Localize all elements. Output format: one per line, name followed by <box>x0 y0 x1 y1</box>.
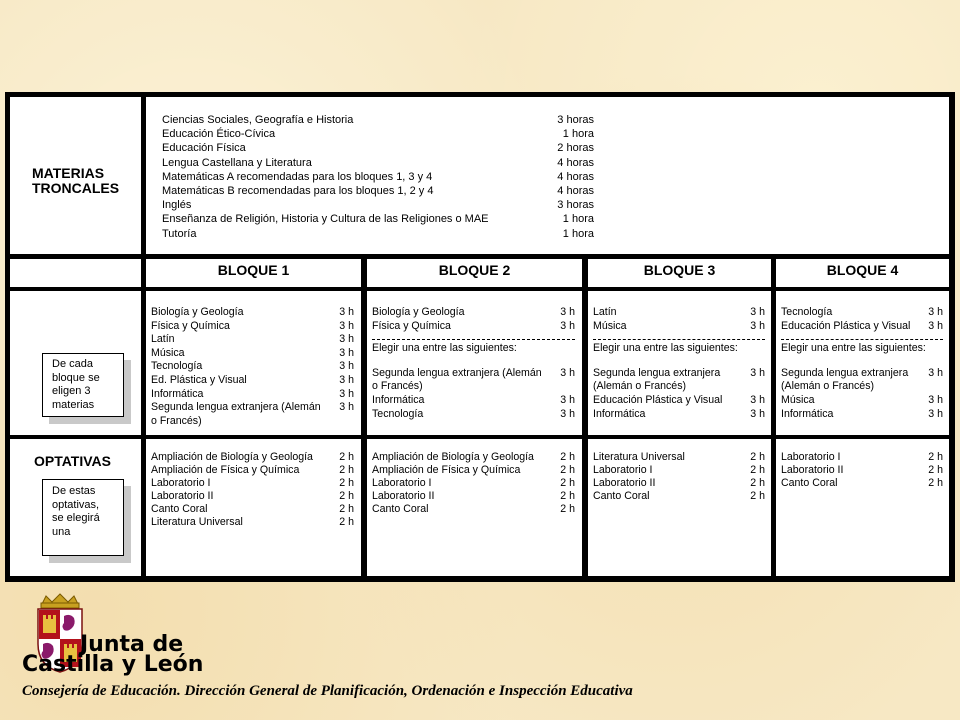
subject-name: Física y Química <box>151 319 230 332</box>
brand-line2: Castilla y León <box>22 652 204 677</box>
list-item <box>593 306 765 320</box>
optativas-note-line3: se elegirá <box>52 512 100 524</box>
subject-name: Educación Plástica y Visual <box>593 393 723 406</box>
list-item <box>151 374 354 388</box>
bloques-note-line3: eligen 3 <box>52 385 91 397</box>
subject-hours: 4 horas <box>557 156 594 169</box>
subject-hours: 2 h <box>928 477 943 489</box>
subject-hours: 3 h <box>560 319 575 332</box>
list-item <box>151 503 354 516</box>
subject-hours: 3 h <box>928 407 943 420</box>
subject-hours: 3 horas <box>557 199 594 212</box>
subject-name: Canto Coral <box>372 503 429 515</box>
subject-hours: 2 h <box>928 464 943 476</box>
list-item <box>372 464 575 477</box>
choose-label: Elegir una entre las siguientes: <box>781 342 926 355</box>
list-item <box>781 320 943 334</box>
bloque-3-content <box>593 306 765 421</box>
troncales-list-cell <box>146 97 949 254</box>
subject-name: Informática <box>781 407 834 420</box>
subject-hours: 1 hora <box>562 128 594 141</box>
choose-label: Elegir una entre las siguientes: <box>372 342 517 355</box>
list-item <box>372 320 575 334</box>
brand-line1: Junta de <box>80 632 184 657</box>
subject-name: Ampliación de Física y Química <box>372 464 521 476</box>
optativas-label: OPTATIVAS <box>34 453 111 469</box>
subject-hours: 3 h <box>560 306 575 318</box>
curriculum-table <box>5 92 955 582</box>
list-item <box>162 141 594 155</box>
list-item <box>372 503 575 516</box>
list-item <box>151 451 354 464</box>
subject-hours: 3 h <box>339 319 354 332</box>
subject-name: Biología y Geología <box>151 306 244 318</box>
optativas-bloque-4-cell <box>776 439 949 576</box>
list-item <box>162 113 594 127</box>
subject-name: Tecnología <box>151 360 203 373</box>
optativas-note-line4: una <box>52 525 71 538</box>
subject-hours <box>939 380 943 394</box>
list-item <box>781 408 943 422</box>
troncales-label <box>32 166 119 196</box>
subject-hours: 3 h <box>750 366 765 379</box>
subject-name: Informática <box>372 393 425 406</box>
subject-name: Ed. Plástica y Visual <box>151 373 247 386</box>
subject-name: Canto Coral <box>151 503 208 515</box>
subject-hours: 3 h <box>928 393 943 406</box>
subject-hours: 3 h <box>750 306 765 318</box>
subject-name: Informática <box>151 387 204 400</box>
bloque-1-list <box>151 306 354 428</box>
subject-name: Inglés <box>162 199 192 212</box>
optativas-bloque-2-list <box>372 451 575 516</box>
subject-name: (Alemán o Francés) <box>781 380 875 393</box>
troncales-label-cell <box>10 97 141 254</box>
subject-hours <box>571 380 575 394</box>
divider <box>372 339 575 340</box>
subject-hours: 2 h <box>560 477 575 489</box>
subject-hours: 3 h <box>339 333 354 346</box>
subject-name: Canto Coral <box>593 490 650 502</box>
optativas-bloque-3-list <box>593 451 765 503</box>
subject-name: Segunda lengua extranjera <box>781 366 909 379</box>
subject-name: Literatura Universal <box>151 516 243 528</box>
subject-name: Biología y Geología <box>372 306 465 318</box>
subject-hours: 2 h <box>339 477 354 489</box>
subject-hours: 2 h <box>560 451 575 463</box>
optativas-bloque-1-list <box>151 451 354 529</box>
header-bloque-4: BLOQUE 4 <box>776 259 949 287</box>
subject-name: Enseñanza de Religión, Historia y Cultura de las Religiones o MAE <box>162 213 489 226</box>
subject-hours: 3 h <box>339 306 354 318</box>
list-item <box>372 380 575 394</box>
subject-name: Ampliación de Física y Química <box>151 464 300 476</box>
subject-name: Latín <box>151 333 175 346</box>
subject-name: Segunda lengua extranjera <box>593 366 721 379</box>
bloques-note-line1: De cada <box>52 358 93 370</box>
subject-name: Lengua Castellana y Literatura <box>162 156 312 169</box>
subject-name: o Francés) <box>151 414 202 427</box>
subject-name: Latín <box>593 306 617 318</box>
subject-name: Ampliación de Biología y Geología <box>151 451 313 463</box>
list-item <box>781 394 943 408</box>
list-item <box>372 451 575 464</box>
subject-name: Música <box>781 393 815 406</box>
list-item <box>151 415 354 429</box>
subject-hours: 2 h <box>750 490 765 502</box>
list-item <box>781 380 943 394</box>
subject-hours: 1 hora <box>562 227 594 240</box>
bloque-2-fixed-list <box>372 306 575 333</box>
list-item <box>162 170 594 184</box>
bloque-3-cell <box>588 291 771 435</box>
list-item <box>593 490 765 503</box>
list-item <box>151 464 354 477</box>
list-item <box>593 464 765 477</box>
subject-hours: 3 h <box>560 407 575 420</box>
list-item <box>593 451 765 464</box>
list-item <box>151 490 354 503</box>
subject-hours: 1 hora <box>562 213 594 226</box>
subject-hours: 3 horas <box>557 114 594 126</box>
subject-hours: 3 h <box>750 407 765 420</box>
list-item <box>372 306 575 320</box>
list-item <box>372 477 575 490</box>
subject-hours: 3 h <box>339 346 354 359</box>
subject-hours: 3 h <box>750 393 765 406</box>
subject-hours <box>350 415 354 429</box>
list-item <box>151 347 354 361</box>
list-item <box>593 408 765 422</box>
list-item <box>593 320 765 334</box>
subject-name: Tecnología <box>781 306 833 318</box>
subject-name: Música <box>593 319 627 332</box>
subject-name: Laboratorio II <box>593 477 656 489</box>
header-bloque-2: BLOQUE 2 <box>367 259 582 287</box>
subject-hours: 3 h <box>750 319 765 332</box>
subject-name: Tutoría <box>162 227 197 240</box>
subject-hours: 4 horas <box>557 170 594 183</box>
bloque-1-cell <box>146 291 361 435</box>
list-item <box>151 306 354 320</box>
choose-label: Elegir una entre las siguientes: <box>593 342 738 355</box>
list-item <box>162 156 594 170</box>
list-item <box>151 477 354 490</box>
subject-hours: 3 h <box>560 393 575 406</box>
subject-name: Laboratorio I <box>593 464 653 476</box>
subject-hours <box>761 380 765 394</box>
header-bloque-3: BLOQUE 3 <box>588 259 771 287</box>
list-item <box>372 408 575 422</box>
list-item <box>151 320 354 334</box>
subject-name: Laboratorio II <box>781 464 844 476</box>
list-item <box>781 477 943 490</box>
bloques-note <box>42 353 124 417</box>
list-item <box>151 401 354 415</box>
header-empty-cell <box>10 259 141 287</box>
subject-name: Laboratorio I <box>372 477 432 489</box>
subject-name: Matemáticas B recomendadas para los bloques 1, 2 y 4 <box>162 185 434 198</box>
list-item <box>593 394 765 408</box>
divider <box>593 339 765 340</box>
subject-hours: 3 h <box>339 401 354 414</box>
subject-name: Laboratorio I <box>781 451 841 463</box>
subject-name: Educación Física <box>162 142 246 155</box>
subject-name: Educación Plástica y Visual <box>781 319 911 332</box>
footer-text: Consejería de Educación. Dirección General de Planificación, Ordenación e Inspección Educativa <box>22 683 633 699</box>
subject-name: Laboratorio I <box>151 477 211 489</box>
optativas-bloque-4-list <box>781 451 943 490</box>
bloque-4-choice-list <box>781 367 943 421</box>
bloque-4-content <box>781 306 943 421</box>
subject-name: Informática <box>593 407 646 420</box>
subject-hours: 2 h <box>339 464 354 476</box>
subject-hours: 3 h <box>928 366 943 379</box>
troncales-label-line1: MATERIAS <box>32 165 105 181</box>
list-item <box>781 367 943 381</box>
optativas-bloque-1-cell <box>146 439 361 576</box>
subject-name: Música <box>151 346 185 359</box>
subject-hours: 2 h <box>750 451 765 463</box>
subject-hours: 3 h <box>560 366 575 379</box>
list-item <box>151 516 354 529</box>
optativas-label-cell <box>10 439 141 576</box>
list-item <box>781 464 943 477</box>
subject-hours: 2 h <box>339 490 354 502</box>
optativas-note-line2: optativas, <box>52 498 100 511</box>
subject-name: Canto Coral <box>781 477 838 489</box>
subject-name: Tecnología <box>372 407 424 420</box>
optativas-note <box>42 479 124 556</box>
list-item <box>162 127 594 141</box>
list-item <box>162 198 594 212</box>
subject-hours: 2 h <box>560 464 575 476</box>
subject-name: Educación Ético-Cívica <box>162 128 276 141</box>
bloque-4-fixed-list <box>781 306 943 333</box>
list-item <box>593 380 765 394</box>
bloque-4-cell <box>776 291 949 435</box>
bloques-note-line2: bloque se <box>52 371 100 384</box>
list-item <box>372 394 575 408</box>
subject-hours: 4 horas <box>557 185 594 198</box>
list-item <box>593 367 765 381</box>
bloque-2-choice-list <box>372 367 575 421</box>
subject-name: Matemáticas A recomendadas para los bloques 1, 3 y 4 <box>162 170 433 183</box>
header-bloque-1: BLOQUE 1 <box>146 259 361 287</box>
optativas-note-line1: De estas <box>52 485 96 497</box>
bloque-2-cell <box>367 291 582 435</box>
divider <box>781 339 943 340</box>
subject-hours: 2 horas <box>557 142 594 155</box>
list-item <box>162 184 594 198</box>
subject-hours: 3 h <box>339 373 354 386</box>
bloque-2-content <box>372 306 575 421</box>
list-item <box>151 333 354 347</box>
bloques-note-line4: materias <box>52 398 95 411</box>
subject-name: Segunda lengua extranjera (Alemán <box>372 366 542 379</box>
subject-hours: 3 h <box>928 306 943 318</box>
list-item <box>151 388 354 402</box>
list-item <box>372 490 575 503</box>
subject-name: Ciencias Sociales, Geografía e Historia <box>162 114 354 126</box>
list-item <box>162 212 594 226</box>
list-item <box>162 227 594 241</box>
list-item <box>151 360 354 374</box>
subject-hours: 3 h <box>339 387 354 400</box>
list-item <box>781 306 943 320</box>
subject-name: Literatura Universal <box>593 451 685 463</box>
optativas-bloque-2-cell <box>367 439 582 576</box>
subject-name: Segunda lengua extranjera (Alemán <box>151 401 321 414</box>
troncales-label-line2: TRONCALES <box>32 180 120 196</box>
troncales-list <box>162 113 594 241</box>
optativas-bloque-3-cell <box>588 439 771 576</box>
subject-hours: 2 h <box>339 451 354 463</box>
subject-hours: 2 h <box>339 503 354 515</box>
subject-hours: 2 h <box>560 503 575 515</box>
subject-hours: 2 h <box>750 464 765 476</box>
bloques-label-cell <box>10 291 141 435</box>
subject-name: o Francés) <box>372 380 423 393</box>
subject-hours: 2 h <box>928 451 943 463</box>
subject-name: Laboratorio II <box>151 490 214 502</box>
bloque-3-fixed-list <box>593 306 765 333</box>
subject-hours: 2 h <box>750 477 765 489</box>
list-item <box>781 451 943 464</box>
list-item <box>372 367 575 381</box>
subject-hours: 2 h <box>560 490 575 502</box>
subject-name: Laboratorio II <box>372 490 435 502</box>
subject-name: Ampliación de Biología y Geología <box>372 451 534 463</box>
subject-name: (Alemán o Francés) <box>593 380 687 393</box>
subject-hours: 3 h <box>928 319 943 332</box>
list-item <box>593 477 765 490</box>
subject-hours: 3 h <box>339 360 354 373</box>
subject-hours: 2 h <box>339 516 354 528</box>
bloque-3-choice-list <box>593 367 765 421</box>
subject-name: Física y Química <box>372 319 451 332</box>
